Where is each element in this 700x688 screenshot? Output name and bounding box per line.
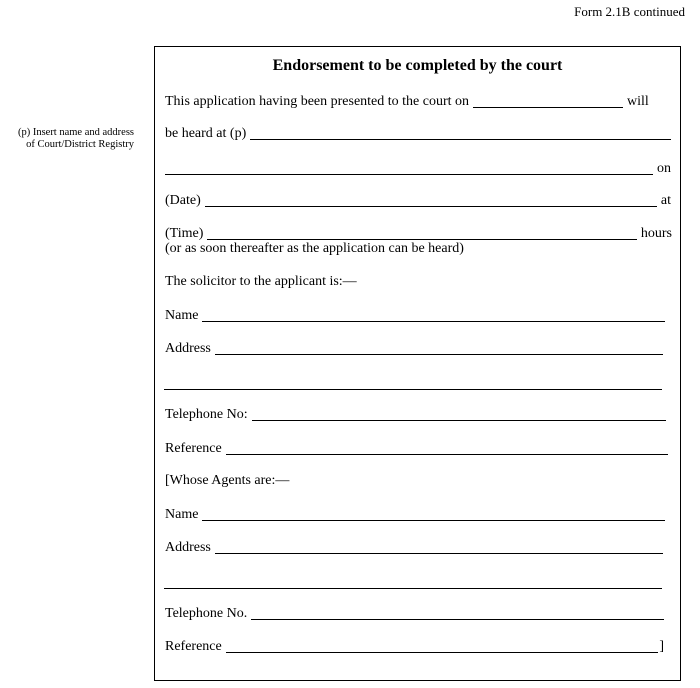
solicitor-name-label: Name (165, 308, 199, 323)
date-label: (Date) (165, 193, 201, 208)
agent-address-line-2[interactable] (164, 588, 662, 589)
on-text: on (657, 161, 671, 176)
solicitor-address-label: Address (165, 341, 211, 356)
solicitor-reference-row (165, 440, 668, 457)
solicitor-telephone-row (165, 406, 666, 423)
hearing-date-field[interactable] (205, 194, 657, 207)
hearing-time-field[interactable] (207, 227, 636, 240)
court-name-field[interactable] (250, 127, 671, 140)
time-label: (Time) (165, 226, 204, 241)
heard-at-row (165, 125, 671, 142)
agent-telephone-label: Telephone No. (165, 606, 248, 621)
agent-address-row (165, 539, 663, 556)
margin-note-line-1: (p) Insert name and address (17, 127, 134, 138)
solicitor-reference-label: Reference (165, 441, 222, 456)
form-title: Endorsement to be completed by the court (272, 57, 563, 74)
time-row (165, 225, 672, 242)
agent-name-label: Name (165, 507, 199, 522)
solicitor-name-row (165, 307, 665, 324)
solicitor-name-field[interactable] (202, 309, 665, 322)
solicitor-address-field[interactable] (215, 342, 663, 355)
agent-telephone-row (165, 605, 664, 622)
presented-date-field[interactable] (473, 95, 623, 108)
solicitor-intro: The solicitor to the applicant is:— (165, 274, 357, 289)
thereafter-note: (or as soon thereafter as the application can be heard) (165, 241, 464, 256)
solicitor-telephone-field[interactable] (252, 408, 666, 421)
presented-text: This application having been presented to the court on (165, 94, 470, 109)
solicitor-telephone-label: Telephone No: (165, 407, 248, 422)
agent-address-label: Address (165, 540, 211, 555)
agent-name-field[interactable] (202, 508, 665, 521)
date-row (165, 192, 671, 209)
court-address-field[interactable] (165, 162, 653, 175)
court-line-row (165, 160, 671, 177)
heard-at-label: be heard at (p) (165, 126, 247, 141)
margin-note-line-2: of Court/District Registry (26, 139, 134, 150)
agent-reference-row (165, 638, 664, 655)
at-text: at (660, 193, 671, 208)
margin-note (4, 127, 134, 151)
agent-telephone-field[interactable] (251, 607, 664, 620)
endorsement-form (154, 46, 681, 681)
agents-intro: [Whose Agents are:— (165, 473, 290, 488)
solicitor-address-line-2[interactable] (164, 389, 662, 390)
agent-reference-label: Reference (165, 639, 222, 654)
solicitor-address-row (165, 340, 663, 357)
solicitor-reference-field[interactable] (226, 442, 668, 455)
agent-address-field[interactable] (215, 541, 663, 554)
will-text: will (627, 94, 649, 109)
closing-bracket: ] (659, 639, 664, 654)
hours-text: hours (640, 226, 672, 241)
form-continued-label: Form 2.1B continued (574, 4, 685, 19)
agent-name-row (165, 506, 665, 523)
presented-row (165, 93, 671, 110)
agent-reference-field[interactable] (226, 640, 659, 653)
